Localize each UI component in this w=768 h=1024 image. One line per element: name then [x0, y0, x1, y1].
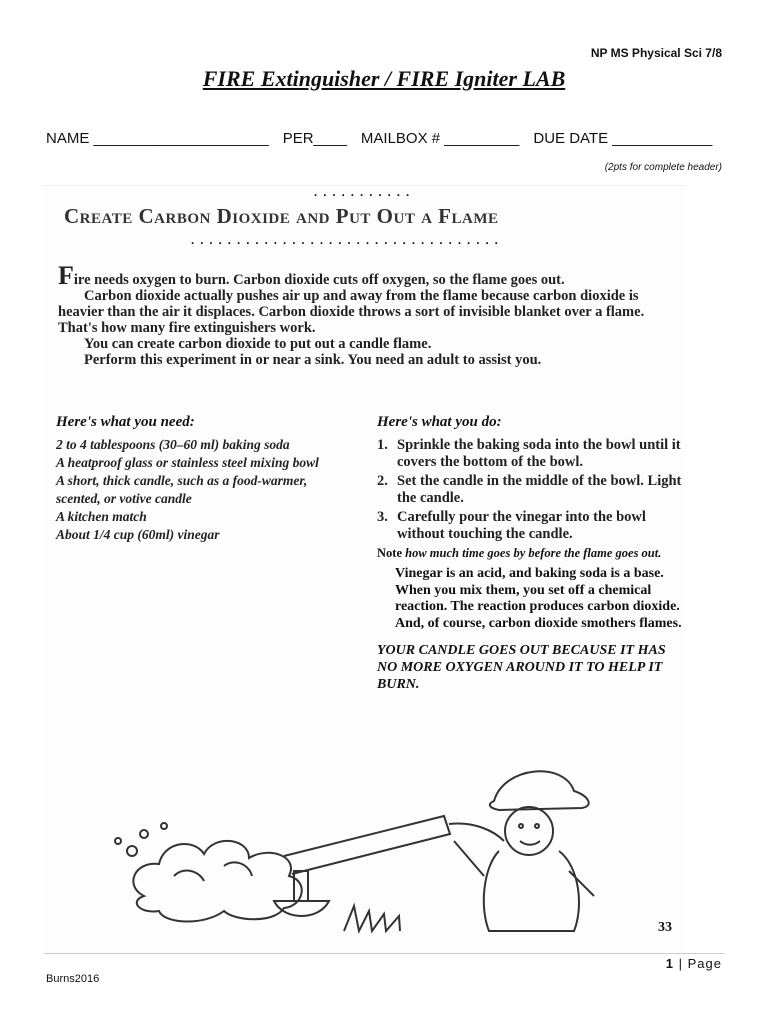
name-field[interactable]: NAME _____________________ — [46, 130, 269, 147]
decorative-dots-top: ........... — [312, 186, 414, 200]
intro-paragraph-2: Carbon dioxide actually pushes air up and away from the flame because carbon dioxide is heavier than the air it displaces. Carbon dioxide throws a sort of invisible blanket over a flame. That's how many fire extinguishers work. — [58, 288, 645, 336]
scanned-worksheet — [44, 185, 684, 956]
page-label: 1 | Page — [665, 956, 722, 971]
materials-heading: Here's what you need: — [56, 414, 195, 430]
procedure-step: 2. Set the candle in the middle of the bowl. Light the candle. — [377, 473, 682, 506]
explanation-text: Vinegar is an acid, and baking soda is a base. When you mix them, you set off a chemical reaction. The reaction produces carbon dioxide. And, of course, carbon dioxide smothers flames. — [395, 566, 682, 631]
intro-paragraph-1: ire needs oxygen to burn. Carbon dioxide cuts off oxygen, so the flame goes out. — [73, 272, 565, 288]
intro-paragraph-3: You can create carbon dioxide to put out a candle flame. — [84, 336, 432, 352]
procedure-column — [377, 414, 682, 693]
due-date-field[interactable]: DUE DATE ____________ — [533, 130, 713, 147]
procedure-steps — [377, 437, 682, 542]
intro-text — [58, 261, 678, 368]
activity-title: Create Carbon Dioxide and Put Out a Flame — [64, 204, 499, 228]
decorative-dots-bottom: .................................. — [189, 234, 502, 248]
procedure-step: 1. Sprinkle the baking soda into the bowl until it covers the bottom of the bowl. — [377, 437, 681, 470]
material-item: A heatproof glass or stainless steel mixing bowl — [56, 455, 319, 470]
procedure-step: 3. Carefully pour the vinegar into the bowl without touching the candle. — [377, 509, 646, 542]
materials-column — [56, 414, 356, 545]
drop-cap: F — [58, 261, 74, 290]
course-label: NP MS Physical Sci 7/8 — [590, 46, 722, 60]
material-item: 2 to 4 tablespoons (30–60 ml) baking soda — [56, 437, 290, 452]
mailbox-field[interactable]: MAILBOX # _________ — [360, 130, 520, 147]
points-note: (2pts for complete header) — [604, 162, 722, 173]
intro-paragraph-4: Perform this experiment in or near a sink. You need an adult to assist you. — [84, 352, 542, 368]
author-label: Burns2016 — [46, 973, 100, 985]
materials-list — [56, 437, 356, 543]
material-item: About 1/4 cup (60ml) vinegar — [56, 527, 220, 542]
student-header — [46, 130, 726, 147]
firefighter-illustration — [104, 746, 624, 936]
material-item: A kitchen match — [56, 509, 147, 524]
material-item: scented, or votive candle — [56, 491, 192, 506]
procedure-heading: Here's what you do: — [377, 414, 502, 430]
footer-divider — [44, 953, 724, 954]
conclusion-text: YOUR CANDLE GOES OUT BECAUSE IT HAS NO MORE OXYGEN AROUND IT TO HELP IT BURN. — [377, 643, 666, 692]
period-field[interactable]: PER____ — [282, 130, 347, 147]
observation-note: Note how much time goes by before the flame goes out. — [377, 546, 662, 560]
lab-title: FIRE Extinguisher / FIRE Igniter LAB — [202, 66, 566, 91]
material-item: A short, thick candle, such as a food-warmer, — [56, 473, 308, 488]
book-page-number: 33 — [658, 920, 672, 935]
